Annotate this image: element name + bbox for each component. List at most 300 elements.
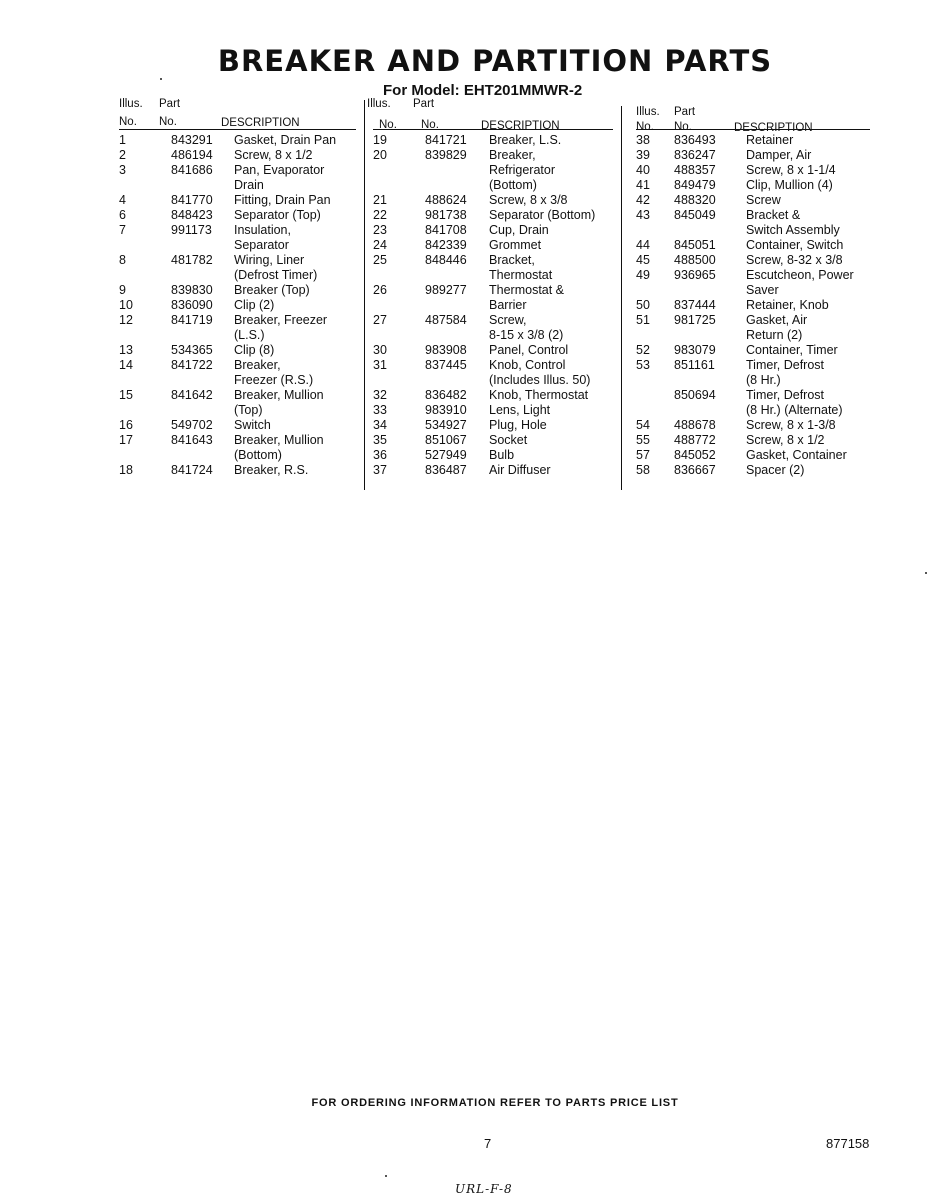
illus-number: 16 (119, 418, 133, 432)
part-description (234, 148, 313, 163)
part-description (489, 463, 551, 478)
table-row (373, 418, 613, 433)
column-header (119, 95, 356, 133)
table-row (119, 253, 356, 283)
description-line: Timer, Defrost (746, 388, 825, 402)
illus-number: 35 (373, 433, 387, 447)
part-description (746, 313, 807, 343)
part-description (234, 163, 324, 193)
description-line: Breaker, Mullion (234, 388, 324, 402)
description-line: (Bottom) (234, 448, 282, 462)
illus-number: 30 (373, 343, 387, 357)
table-row (373, 313, 613, 343)
description-line: Insulation, (234, 223, 291, 237)
description-line: (L.S.) (234, 328, 265, 342)
part-description (746, 133, 793, 148)
scan-speck (385, 1175, 387, 1177)
description-line: Bracket & (746, 208, 801, 222)
part-description (489, 133, 561, 148)
description-line: Screw, 8 x 1/2 (746, 433, 825, 447)
part-description (746, 238, 843, 253)
description-line: Gasket, Container (746, 448, 847, 462)
description-line: Screw, (489, 313, 527, 327)
illus-number: 9 (119, 283, 126, 297)
part-number: 836247 (674, 148, 716, 162)
table-row (119, 223, 356, 253)
column-header (636, 95, 870, 133)
description-line: Gasket, Drain Pan (234, 133, 337, 147)
illus-number: 19 (373, 133, 387, 147)
description-line: Grommet (489, 238, 542, 252)
header-rule (119, 129, 356, 130)
description-line: Lens, Light (489, 403, 551, 417)
illus-number: 1 (119, 133, 126, 147)
part-number: 488357 (674, 163, 716, 177)
illus-number: 18 (119, 463, 133, 477)
part-description (234, 223, 291, 253)
description-line: Bulb (489, 448, 515, 462)
part-description (746, 343, 838, 358)
header-rule (636, 129, 870, 130)
part-description (746, 193, 781, 208)
part-description (489, 388, 588, 403)
description-line: Screw, 8 x 1/2 (234, 148, 313, 162)
table-row (373, 133, 613, 148)
part-number: 848423 (171, 208, 213, 222)
part-description (489, 283, 564, 313)
illus-number: 42 (636, 193, 650, 207)
page-number: 7 (484, 1136, 492, 1151)
part-number: 845052 (674, 448, 716, 462)
part-description (746, 463, 804, 478)
part-description (746, 163, 836, 178)
illus-number: 45 (636, 253, 650, 267)
table-row (373, 238, 613, 253)
table-row (636, 268, 870, 298)
part-description (489, 223, 549, 238)
part-number: 837444 (674, 298, 716, 312)
description-line: Switch (234, 418, 271, 432)
description-line: Refrigerator (489, 163, 555, 177)
description-line: Breaker, (234, 358, 281, 372)
illus-number: 53 (636, 358, 650, 372)
part-header: Part (413, 98, 435, 110)
part-description (489, 448, 514, 463)
description-header: DESCRIPTION (221, 117, 300, 129)
illus-number: 21 (373, 193, 387, 207)
description-line: Saver (746, 283, 779, 297)
table-row (636, 208, 870, 238)
part-description (234, 433, 324, 463)
illus-header: Illus. (636, 106, 660, 118)
description-line: Freezer (R.S.) (234, 373, 314, 387)
part-description (234, 283, 310, 298)
illus-number: 40 (636, 163, 650, 177)
part-description (234, 298, 274, 313)
description-line: Clip, Mullion (4) (746, 178, 833, 192)
description-line: (8 Hr.) (746, 373, 781, 387)
description-line: Separator (Bottom) (489, 208, 596, 222)
description-line: (Bottom) (489, 178, 537, 192)
part-description (746, 358, 824, 388)
table-row (373, 448, 613, 463)
part-number: 841721 (425, 133, 467, 147)
column-divider-2 (621, 106, 622, 490)
illus-number: 3 (119, 163, 126, 177)
part-description (489, 358, 590, 388)
illus-number: 2 (119, 148, 126, 162)
part-number: 841643 (171, 433, 213, 447)
part-number: 841719 (171, 313, 213, 327)
part-description (746, 268, 854, 298)
part-number: 481782 (171, 253, 213, 267)
table-row (119, 163, 356, 193)
description-line: Clip (8) (234, 343, 275, 357)
description-line: Wiring, Liner (234, 253, 305, 267)
illus-number: 57 (636, 448, 650, 462)
illus-number: 14 (119, 358, 133, 372)
description-line: Panel, Control (489, 343, 569, 357)
description-line: Screw, 8-32 x 3/8 (746, 253, 843, 267)
table-row (636, 193, 870, 208)
parts-column-1 (119, 95, 356, 478)
description-line: Timer, Defrost (746, 358, 825, 372)
part-description (746, 208, 840, 238)
illus-number: 43 (636, 208, 650, 222)
table-row (636, 133, 870, 148)
description-line: Screw, 8 x 1-1/4 (746, 163, 836, 177)
table-row (119, 313, 356, 343)
description-line: Switch Assembly (746, 223, 840, 237)
illus-header: Illus. (119, 98, 143, 110)
part-number: 983908 (425, 343, 467, 357)
part-number: 841642 (171, 388, 213, 402)
part-description (746, 448, 847, 463)
part-description (234, 313, 327, 343)
part-description (489, 148, 555, 193)
illus-number: 15 (119, 388, 133, 402)
column-divider-1 (364, 100, 365, 490)
illus-number: 7 (119, 223, 126, 237)
part-description (234, 418, 271, 433)
part-number: 534365 (171, 343, 213, 357)
part-number: 836482 (425, 388, 467, 402)
table-row (636, 313, 870, 343)
illus-number: 22 (373, 208, 387, 222)
part-number: 842339 (425, 238, 467, 252)
part-number: 983910 (425, 403, 467, 417)
illus-number: 17 (119, 433, 133, 447)
illus-number: 41 (636, 178, 650, 192)
description-line: Clip (2) (234, 298, 275, 312)
part-description (746, 418, 836, 433)
illus-header: Illus. (367, 98, 391, 110)
description-line: Damper, Air (746, 148, 812, 162)
part-number: 534927 (425, 418, 467, 432)
illus-number: 39 (636, 148, 650, 162)
part-number: 845049 (674, 208, 716, 222)
part-description (234, 208, 321, 223)
part-number: 983079 (674, 343, 716, 357)
part-number: 836667 (674, 463, 716, 477)
description-line: Knob, Control (489, 358, 566, 372)
part-number: 981725 (674, 313, 716, 327)
illus-number: 58 (636, 463, 650, 477)
table-row (119, 133, 356, 148)
part-number: 936965 (674, 268, 716, 282)
part-number: 845051 (674, 238, 716, 252)
part-number: 488624 (425, 193, 467, 207)
illus-number: 4 (119, 193, 126, 207)
illus-number: 32 (373, 388, 387, 402)
part-header: Part (674, 106, 696, 118)
description-line: Spacer (2) (746, 463, 805, 477)
table-row (119, 283, 356, 298)
parts-column-2 (367, 95, 613, 478)
description-line: Breaker (Top) (234, 283, 310, 297)
part-description (234, 133, 336, 148)
description-line: (Defrost Timer) (234, 268, 318, 282)
part-description (746, 298, 829, 313)
table-row (119, 298, 356, 313)
part-number: 989277 (425, 283, 467, 297)
part-description (489, 343, 568, 358)
part-number: 843291 (171, 133, 213, 147)
scan-speck (925, 572, 927, 574)
illus-number: 27 (373, 313, 387, 327)
illus-number: 20 (373, 148, 387, 162)
description-line: Screw, 8 x 3/8 (489, 193, 568, 207)
table-row (119, 193, 356, 208)
part-number: 848446 (425, 253, 467, 267)
part-no-header: No. (159, 116, 177, 128)
part-number: 851067 (425, 433, 467, 447)
description-line: Retainer, Knob (746, 298, 829, 312)
part-number: 841686 (171, 163, 213, 177)
part-description (489, 193, 568, 208)
table-row (119, 418, 356, 433)
scan-speck (160, 78, 162, 80)
description-line: Breaker, R.S. (234, 463, 309, 477)
table-row (636, 238, 870, 253)
part-number: 841722 (171, 358, 213, 372)
part-number: 839830 (171, 283, 213, 297)
part-number: 488320 (674, 193, 716, 207)
part-description (489, 313, 563, 343)
handwritten-note: URL-F-8 (455, 1182, 513, 1196)
illus-number: 12 (119, 313, 133, 327)
part-number: 488500 (674, 253, 716, 267)
part-description (234, 358, 313, 388)
part-number: 841708 (425, 223, 467, 237)
table-row (119, 433, 356, 463)
illus-number: 31 (373, 358, 387, 372)
table-row (119, 148, 356, 163)
illus-no-header: No. (379, 119, 397, 131)
illus-number: 10 (119, 298, 133, 312)
table-row (636, 343, 870, 358)
table-row (373, 223, 613, 238)
illus-number: 51 (636, 313, 650, 327)
illus-number: 34 (373, 418, 387, 432)
part-description (489, 238, 541, 253)
part-description (234, 253, 317, 283)
description-line: Container, Switch (746, 238, 844, 252)
illus-number: 36 (373, 448, 387, 462)
illus-number: 25 (373, 253, 387, 267)
part-description (234, 343, 274, 358)
description-header: DESCRIPTION (734, 122, 813, 134)
page-title: BREAKER AND PARTITION PARTS (217, 44, 773, 78)
description-line: Bracket, (489, 253, 535, 267)
part-number: 549702 (171, 418, 213, 432)
part-number: 487584 (425, 313, 467, 327)
illus-no-header: No. (119, 116, 137, 128)
part-no-header: No. (674, 121, 692, 133)
description-line: Container, Timer (746, 343, 838, 357)
part-number: 849479 (674, 178, 716, 192)
table-row (636, 163, 870, 178)
part-description (234, 463, 308, 478)
table-row (373, 148, 613, 193)
illus-number: 49 (636, 268, 650, 282)
description-line: Plug, Hole (489, 418, 547, 432)
header-rule (373, 129, 613, 130)
description-line: Air Diffuser (489, 463, 551, 477)
table-row (636, 448, 870, 463)
part-number: 981738 (425, 208, 467, 222)
illus-number: 55 (636, 433, 650, 447)
description-line: Gasket, Air (746, 313, 808, 327)
part-description (234, 193, 331, 208)
illus-number: 33 (373, 403, 387, 417)
part-description (746, 148, 811, 163)
part-number: 836487 (425, 463, 467, 477)
table-row (373, 403, 613, 418)
part-description (234, 388, 324, 418)
illus-number: 52 (636, 343, 650, 357)
table-row (119, 388, 356, 418)
table-row (373, 343, 613, 358)
table-row (373, 283, 613, 313)
table-row (636, 463, 870, 478)
table-row (373, 358, 613, 388)
part-number: 991173 (171, 223, 212, 237)
description-line: Separator (234, 238, 289, 252)
description-line: (8 Hr.) (Alternate) (746, 403, 843, 417)
illus-number: 44 (636, 238, 650, 252)
description-line: Breaker, Freezer (234, 313, 328, 327)
part-description (746, 388, 843, 418)
ordering-info-footer: FOR ORDERING INFORMATION REFER TO PARTS PRICE LIST (311, 1097, 679, 1109)
description-line: Cup, Drain (489, 223, 549, 237)
column-header (367, 95, 613, 133)
description-line: Drain (234, 178, 264, 192)
description-line: Breaker, (489, 148, 536, 162)
illus-number: 26 (373, 283, 387, 297)
illus-number: 13 (119, 343, 133, 357)
part-no-header: No. (421, 119, 439, 131)
description-line: Thermostat & (489, 283, 565, 297)
table-row (373, 388, 613, 403)
illus-number: 54 (636, 418, 650, 432)
part-description (746, 433, 825, 448)
part-number: 488772 (674, 433, 716, 447)
description-line: Escutcheon, Power (746, 268, 854, 282)
description-line: Knob, Thermostat (489, 388, 589, 402)
part-number: 836493 (674, 133, 716, 147)
table-row (373, 253, 613, 283)
table-row (119, 208, 356, 223)
table-row (373, 463, 613, 478)
part-number: 841770 (171, 193, 213, 207)
table-row (636, 358, 870, 388)
model-subtitle: For Model: EHT201MMWR-2 (383, 82, 583, 99)
table-row (636, 148, 870, 163)
description-line: Thermostat (489, 268, 553, 282)
part-description (489, 208, 595, 223)
description-line: Screw (746, 193, 781, 207)
part-description (489, 253, 552, 283)
table-row (636, 418, 870, 433)
illus-no-header: No. (636, 121, 654, 133)
part-number: 527949 (425, 448, 467, 462)
illus-number: 6 (119, 208, 126, 222)
part-header: Part (159, 98, 181, 110)
illus-number: 50 (636, 298, 650, 312)
description-line: Breaker, L.S. (489, 133, 562, 147)
table-row (636, 388, 870, 418)
table-row (636, 178, 870, 193)
part-description (489, 403, 550, 418)
description-line: Barrier (489, 298, 527, 312)
description-line: Fitting, Drain Pan (234, 193, 331, 207)
description-line: 8-15 x 3/8 (2) (489, 328, 564, 342)
part-description (746, 253, 843, 268)
part-description (489, 433, 527, 448)
table-row (636, 433, 870, 448)
part-number: 850694 (674, 388, 716, 402)
description-line: (Includes Illus. 50) (489, 373, 591, 387)
table-row (636, 253, 870, 268)
part-number: 841724 (171, 463, 213, 477)
table-row (119, 343, 356, 358)
description-line: Breaker, Mullion (234, 433, 324, 447)
description-line: Pan, Evaporator (234, 163, 325, 177)
part-number: 837445 (425, 358, 467, 372)
part-number: 488678 (674, 418, 716, 432)
part-description (746, 178, 833, 193)
part-number: 839829 (425, 148, 467, 162)
part-number: 851161 (674, 358, 715, 372)
description-line: Screw, 8 x 1-3/8 (746, 418, 836, 432)
illus-number: 37 (373, 463, 387, 477)
description-line: (Top) (234, 403, 263, 417)
description-line: Socket (489, 433, 528, 447)
table-row (373, 193, 613, 208)
description-line: Return (2) (746, 328, 803, 342)
document-number: 877158 (826, 1136, 870, 1151)
table-row (373, 208, 613, 223)
part-number: 486194 (171, 148, 213, 162)
part-number: 836090 (171, 298, 213, 312)
table-row (373, 433, 613, 448)
illus-number: 8 (119, 253, 126, 267)
illus-number: 23 (373, 223, 387, 237)
description-line: Separator (Top) (234, 208, 321, 222)
description-header: DESCRIPTION (481, 120, 560, 132)
parts-column-3 (636, 95, 870, 478)
